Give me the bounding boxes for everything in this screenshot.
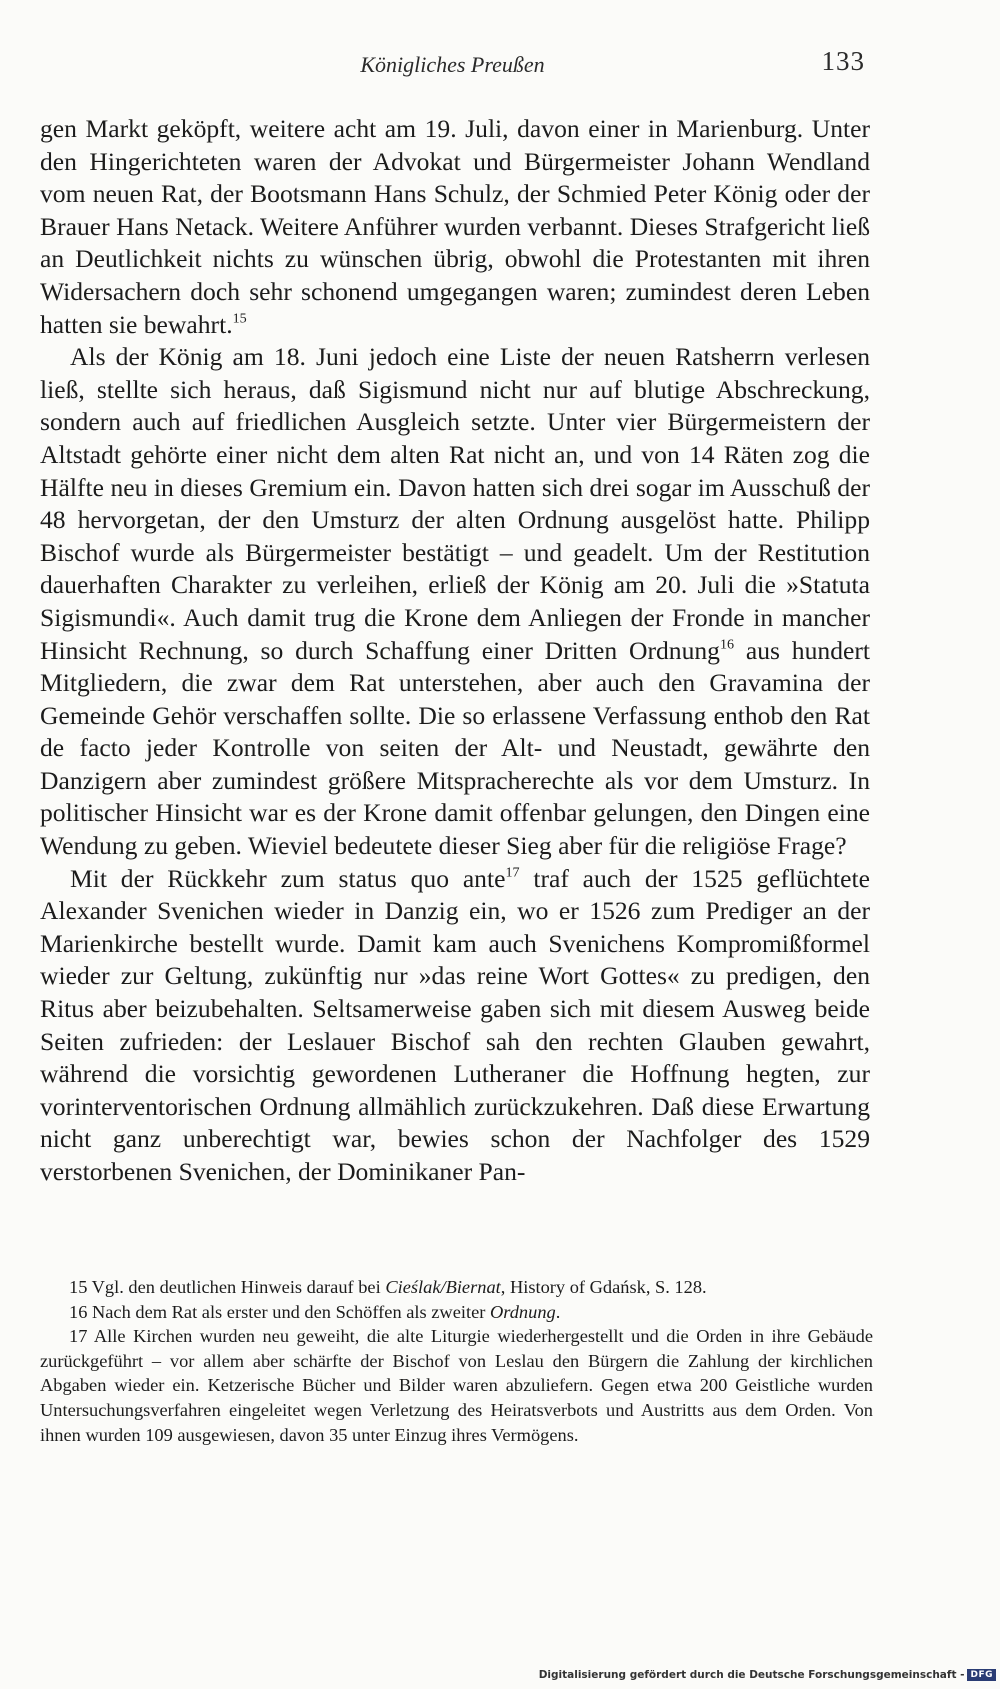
credit-text: Digitalisierung gefördert durch die Deutsche Forschungsgemeinschaft - <box>538 1669 965 1681</box>
footnote-16-text: 16 Nach dem Rat als erster und den Schöffen als zweiter <box>69 1301 490 1322</box>
paragraph-3-text-b: traf auch der 1525 geflüchtete Alexander Svenichen wieder in Danzig ein, wo er 1526 zum Prediger an der Marienkirche bestellt wurde. Damit kam auch Svenichens Kompromißformel wieder zur Geltung, zukünftig nur »das reine Wort Gottes« zu predigen, den Ritus aber beizubehalten. Seltsamerweise gaben sich mit diesem Ausweg beide Seiten zufrieden: der Leslauer Bischof sah den rechten Glauben gewahrt, während die vorsichtig gewordenen Lutheraner die Hoffnung hegten, zur vorinterventorischen Ordnung allmählich zurückzukehren. Daß diese Erwartung nicht ganz unberechtigt war, bewies schon der Nachfolger des 1529 verstorbenen Svenichen, der Dominikaner Pan- <box>40 863 870 1186</box>
paragraph-3-text-a: Mit der Rückkehr zum status quo ante <box>70 863 506 893</box>
footnotes <box>40 1275 873 1447</box>
footnote-15-text: 15 Vgl. den deutlichen Hinweis darauf bei <box>69 1277 386 1297</box>
footnote-16-term: Ordnung <box>489 1301 556 1322</box>
paragraph-1 <box>40 113 870 341</box>
footnote-17: 17 Alle Kirchen wurden neu geweiht, die alte Liturgie wiederhergestellt und die Orden in ihre Gebäude zurückgeführt – vor allem aber schärfte der Bischof von Leslau den Bürgern die Zahlung der kirchlichen Abgaben wieder ein. Ketzerische Bücher und Bilder waren abzuliefern. Gegen etwa 200 Geistliche wurden Untersuchungsverfahren eingeleitet wegen Verletzung des Heiratsverbots und Austritts aus dem Orden. Von ihnen wurden 109 ausgewiesen, davon 35 unter Einzug ihres Vermögens. <box>40 1326 873 1445</box>
dfg-logo: DFG <box>967 1669 996 1681</box>
page-header <box>40 46 865 86</box>
footnote-15-author: Cieślak/Biernat <box>385 1277 501 1297</box>
footnote-15 <box>40 1275 873 1300</box>
running-head: Königliches Preußen <box>360 52 545 77</box>
footnote-16 <box>40 1300 873 1325</box>
paragraph-3 <box>40 863 870 1189</box>
digitization-credit <box>539 1666 996 1684</box>
footnote-15-source: , History of Gdańsk, S. 128. <box>500 1277 707 1297</box>
paragraph-1-text: gen Markt geköpft, weitere acht am 19. Juli, davon einer in Marienburg. Unter den Hingerichteten waren der Advokat und Bürgermeister Johann Wendland vom neuen Rat, der Bootsmann Hans Schulz, der Schmied Peter König oder der Brauer Hans Netack. Weitere Anführer wurden verbannt. Dieses Strafgericht ließ an Deutlichkeit nichts zu wünschen übrig, obwohl die Protestanten mit ihren Widersachern doch sehr schonend umgegangen waren; zumindest deren Leben hatten sie bewahrt. <box>40 114 870 339</box>
page-number: 133 <box>821 46 865 76</box>
footnote-16-end: . <box>555 1301 561 1322</box>
footnote-ref-16: 16 <box>719 635 735 652</box>
paragraph-2-text-a: Als der König am 18. Juni jedoch eine Liste der neuen Ratsherrn verlesen ließ, stellte sich heraus, daß Sigismund nicht nur auf blutige Abschreckung, sondern auch auf friedlichen Ausgleich setzte. Unter vier Bürgermeistern der Altstadt gehörte einer nicht dem alten Rat nicht an, und von 14 Räten zog die Hälfte neu in dieses Gremium ein. Davon hatten sich drei sogar im Ausschuß der 48 hervorgetan, der den Umsturz der alten Ordnung ausgelöst hatte. Philipp Bischof wurde als Bürgermeister bestätigt – und geadelt. Um der Restitution dauerhaften Charakter zu verleihen, erließ der König am 20. Juli die »Statuta Sigismundi«. Auch damit trug die Krone dem Anliegen der Fronde in mancher Hinsicht Rechnung, so durch Schaffung einer Dritten Ordnung <box>40 342 870 665</box>
paragraph-2 <box>40 341 870 863</box>
main-text <box>40 113 870 1189</box>
footnote-ref-15: 15 <box>232 310 247 327</box>
paragraph-2-text-b: aus hundert Mitgliedern, die zwar dem Rat unterstehen, aber auch den Gravamina der Gemeinde Gehör verschaffen sollte. Die so erlassene Verfassung enthob den Rat de facto jeder Kontrolle von seiten der Alt- und Neustadt, gewährte den Danzigern aber zumindest größere Mitspracherechte als vor dem Umsturz. In politischer Hinsicht war es der Krone damit offenbar gelungen, den Dingen eine Wendung zu geben. Wieviel bedeutete dieser Sieg aber für die religiöse Frage? <box>40 635 870 861</box>
footnote-ref-17: 17 <box>505 864 520 881</box>
